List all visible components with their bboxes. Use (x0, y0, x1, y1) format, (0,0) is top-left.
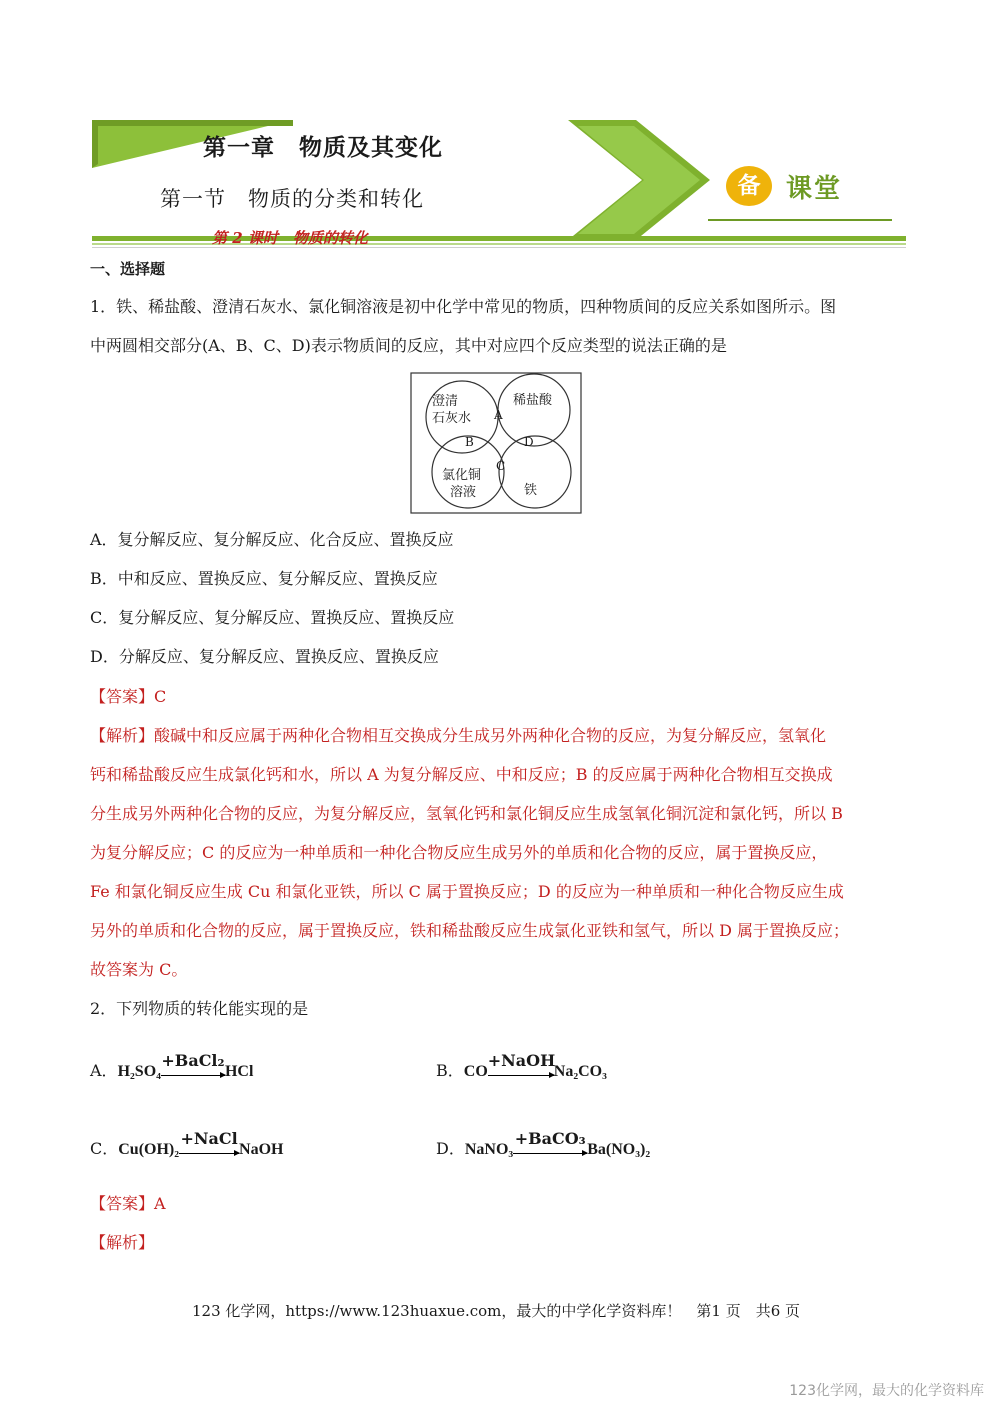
question-1-stem-line2: 中两圆相交部分(A、B、C、D)表示物质间的反应，其中对应四个反应类型的说法正确的是 (90, 336, 727, 355)
q2-option-b: B．CO +NaOH Na₂CO₃ (436, 1051, 607, 1080)
venn-diagram (410, 372, 582, 514)
q2-option-a: A．H₂SO₄ +BaCl₂ HCl (90, 1051, 254, 1080)
q1-option-b: B．中和反应、置换反应、复分解反应、置换反应 (90, 569, 438, 588)
section-heading: 一、选择题 (90, 260, 166, 278)
circle-hcl-label: 稀盐酸 (513, 393, 553, 408)
q1-analysis-line: 故答案为 C。 (90, 960, 188, 979)
q1-analysis-line: 为复分解反应；C 的反应为一种单质和一种化合物反应生成另外的单质和化合物的反应，属于置换反应， (90, 843, 828, 862)
q1-option-d: D．分解反应、复分解反应、置换反应、置换反应 (90, 647, 439, 666)
chapter-title: 第一章 物质及其变化 (203, 135, 443, 161)
region-a-label: A (494, 408, 503, 422)
q1-analysis-line: Fe 和氯化铜反应生成 Cu 和氯化亚铁，所以 C 属于置换反应；D 的反应为一种单质和一种化合物反应生成 (90, 882, 844, 901)
circle-cucl2-label-1: 氯化铜 (442, 468, 482, 483)
region-b-label: B (465, 435, 474, 449)
q2-option-c: C．Cu(OH)₂ +NaCl NaOH (90, 1129, 284, 1158)
question-2-stem: 2．下列物质的转化能实现的是 (90, 999, 309, 1018)
region-d-label: D (524, 435, 534, 449)
page-footer: 123 化学网，https://www.123huaxue.com，最大的中学化学资料库！ 第1 页 共6 页 (191, 1302, 801, 1320)
q2-option-d: D．NaNO₃ +BaCO₃ Ba(NO₃)₂ (436, 1129, 651, 1158)
lesson-title: 第 2 课时 物质的转化 (212, 229, 368, 247)
q1-option-c: C．复分解反应、复分解反应、置换反应、置换反应 (90, 608, 455, 627)
q2-answer: 【答案】A (90, 1194, 166, 1213)
q2-analysis: 【解析】 (90, 1233, 155, 1252)
circle-cucl2-label-2: 溶液 (450, 485, 477, 500)
q1-analysis-line: 另外的单质和化合物的反应，属于置换反应，铁和稀盐酸反应生成氯化亚铁和氢气，所以 D 属于置换反应； (90, 921, 850, 940)
badge-icon: 备 (726, 166, 772, 206)
q1-option-a: A．复分解反应、复分解反应、化合反应、置换反应 (90, 530, 454, 549)
circle-limewater-label-2: 石灰水 (432, 411, 472, 426)
section-title: 第一节 物质的分类和转化 (160, 187, 424, 211)
watermark: 123化学网，最大的化学资料库 (789, 1383, 984, 1399)
badge-text: 课堂 (786, 174, 843, 204)
q1-analysis-line: 钙和稀盐酸反应生成氯化钙和水，所以 A 为复分解反应、中和反应；B 的反应属于两种化合物相互交换成 (90, 765, 833, 784)
question-1-stem-line1: 1．铁、稀盐酸、澄清石灰水、氯化铜溶液是初中化学中常见的物质，四种物质间的反应关系如图所示。图 (90, 297, 837, 316)
q1-answer: 【答案】C (90, 687, 167, 706)
circle-iron-label: 铁 (524, 483, 538, 498)
q1-analysis-line: 分生成另外两种化合物的反应，为复分解反应，氢氧化钙和氯化铜反应生成氢氧化铜沉淀和氯化钙，所以 B (90, 804, 843, 823)
q1-analysis-line: 【解析】酸碱中和反应属于两种化合物相互交换成分生成另外两种化合物的反应，为复分解反应，氢氧化 (90, 726, 827, 745)
region-c-label: C (496, 459, 506, 473)
circle-limewater-label-1: 澄清 (432, 394, 459, 409)
